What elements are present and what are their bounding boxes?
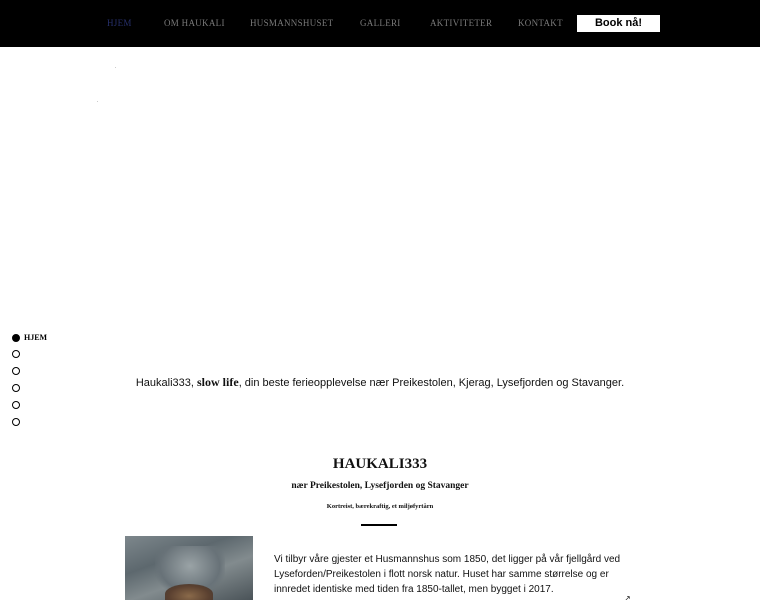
nav-item-hjem[interactable]: HJEM <box>107 18 132 28</box>
hero-speck <box>115 67 116 68</box>
nav-item-husmannshuset[interactable]: HUSMANNSHUSET <box>250 18 334 28</box>
tagline-prefix: Haukali333, <box>135 377 198 389</box>
nav-item-kontakt[interactable]: KONTAKT <box>518 18 563 28</box>
book-now-button[interactable]: Book nå! <box>577 15 660 32</box>
side-nav-dot[interactable] <box>12 418 20 426</box>
photo-person <box>165 584 213 600</box>
hero-section <box>0 47 760 347</box>
side-nav-dot[interactable] <box>12 367 20 375</box>
side-nav-dot[interactable] <box>12 401 20 409</box>
nav-item-galleri[interactable]: GALLERI <box>360 18 401 28</box>
tagline-suffix: , din beste ferieopplevelse nær Preikestolen, Kjerag, Lysefjorden og Stavanger. <box>238 377 625 389</box>
hero-speck <box>97 101 98 102</box>
side-nav-active-label: HJEM <box>24 333 48 342</box>
nav-item-aktiviteter[interactable]: AKTIVITETER <box>430 18 493 28</box>
side-nav-dot[interactable] <box>12 350 20 358</box>
section-title: HAUKALI333 <box>332 456 428 472</box>
section-subtitle: nær Preikestolen, Lysefjorden og Stavanger <box>291 481 469 491</box>
cursor-mark-icon: ↗ <box>624 594 631 600</box>
section-tagline-small: Kortreist, bærekraftig, et miljøfyrtårn <box>326 503 434 510</box>
section-divider <box>361 524 397 526</box>
nav-item-om-haukali[interactable]: OM HAUKALI <box>164 18 225 28</box>
side-nav-dot-hjem[interactable] <box>12 334 20 342</box>
top-navigation-bar <box>0 0 760 47</box>
tagline <box>0 375 760 390</box>
landscape-photo <box>125 536 253 600</box>
intro-paragraph: Vi tilbyr våre gjester et Husmannshus som 1850, det ligger på vår fjellgård ved Lyseforden/Preikestolen i flott norsk natur. Huset har samme størrelse og er innredet identiske med tiden fra 1850-tallet, men bygget i 2017. <box>274 554 621 595</box>
tagline-emphasis: slow life <box>197 375 239 389</box>
